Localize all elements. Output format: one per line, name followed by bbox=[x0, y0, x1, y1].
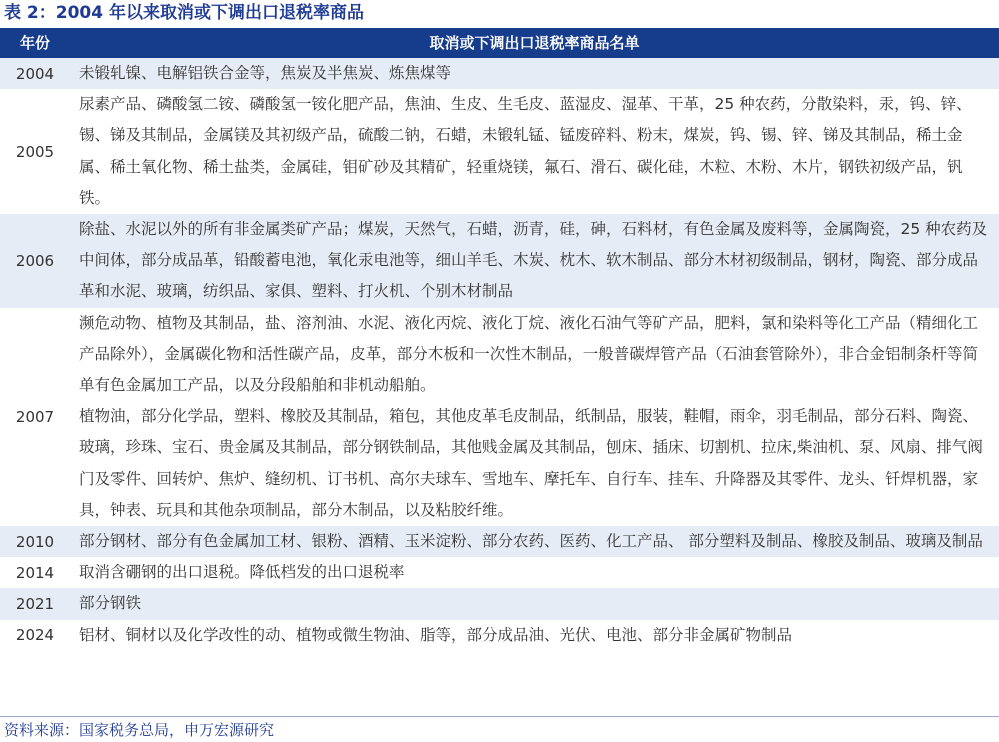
table-row bbox=[0, 620, 999, 651]
row-content bbox=[70, 588, 999, 619]
source-note: 资料来源：国家税务总局，申万宏源研究 bbox=[4, 721, 275, 739]
row-content bbox=[70, 58, 999, 89]
row-content bbox=[70, 89, 999, 214]
row-text: 除盐、水泥以外的所有非金属类矿产品；煤炭，天然气，石蜡，沥青，硅，砷，石料材，有色金属及废料等，金属陶瓷，25 种农药及中间体，部分成品革，铅酸蓄电池，氧化汞电池等，细山羊毛、木炭、枕木、软木制品、部分木材初级制品，钢材，陶瓷、部分成品革和水泥、玻璃，纺织品、家俱、塑料、打火机、个别木材制品 bbox=[79, 220, 988, 301]
table-row bbox=[0, 58, 999, 89]
row-year: 2021 bbox=[15, 595, 55, 614]
table-bottom-rule bbox=[0, 716, 999, 717]
export-rebate-table bbox=[0, 28, 999, 651]
row-text: 植物油，部分化学品，塑料、橡胶及其制品，箱包，其他皮革毛皮制品，纸制品，服装，鞋帽，雨伞，羽毛制品，部分石料、陶瓷、玻璃，珍珠、宝石、贵金属及其制品，部分钢铁制品，其他贱金属及其制品，刨床、插床、切割机、拉床,柴油机、泵、风扇、排气阀门及零件、回转炉、焦炉、缝纫机、订书机、高尔夫球车、雪地车、摩托车、自行车、挂车、升降器及其零件、龙头、钎焊机器，家具，钟表、玩具和其他杂项制品，部分木制品，以及粘胶纤维。 bbox=[79, 407, 983, 519]
table-row bbox=[0, 557, 999, 588]
row-content bbox=[70, 308, 999, 526]
row-content bbox=[70, 620, 999, 651]
table-row bbox=[0, 214, 999, 308]
row-text: 铝材、铜材以及化学改性的动、植物或微生物油、脂等，部分成品油、光伏、电池、部分非金属矿物制品 bbox=[79, 625, 793, 644]
row-text: 取消含硼钢的出口退税。降低档发的出口退税率 bbox=[79, 563, 405, 582]
row-year: 2004 bbox=[15, 64, 55, 83]
header-goods: 取消或下调出口退税率商品名单 bbox=[429, 34, 640, 52]
header-year: 年份 bbox=[19, 34, 50, 52]
row-text: 濒危动物、植物及其制品，盐、溶剂油、水泥、液化丙烷、液化丁烷、液化石油气等矿产品，肥料，氯和染料等化工产品（精细化工产品除外），金属碳化物和活性碳产品，皮革，部分木板和一次性木制品，一般普碳焊管产品（石油套管除外），非合金铝制条杆等简单有色金属加工产品，以及分段船舶和非机动船舶。 bbox=[79, 313, 979, 395]
row-content bbox=[70, 214, 999, 308]
row-year: 2007 bbox=[15, 407, 55, 426]
row-content bbox=[70, 526, 999, 557]
table-header bbox=[0, 28, 999, 58]
row-text: 部分钢铁 bbox=[79, 594, 142, 613]
row-year: 2010 bbox=[15, 532, 55, 551]
row-content bbox=[70, 557, 999, 588]
row-year: 2006 bbox=[15, 251, 55, 270]
table-row bbox=[0, 588, 999, 619]
table-title: 表 2：2004 年以来取消或下调出口退税率商品 bbox=[4, 3, 364, 23]
row-text: 尿素产品、磷酸氢二铵、磷酸氢一铵化肥产品，焦油、生皮、生毛皮、蓝湿皮、湿革、干革，25 种农药，分散染料，汞，钨、锌、锡、锑及其制品，金属镁及其初级产品，硫酸二钠，石蜡，未锻轧锰、锰废碎料、粉末，煤炭，钨、锡、锌、锑及其制品，稀土金属、稀土氧化物、稀土盐类，金属硅，钼矿砂及其精矿，轻重烧镁，氟石、滑石、碳化硅，木粒、木粉、木片，钢铁初级产品，钒铁。 bbox=[79, 95, 972, 207]
row-year: 2024 bbox=[15, 626, 55, 645]
table-row bbox=[0, 308, 999, 526]
row-text: 未锻轧镍、电解铝铁合金等，焦炭及半焦炭、炼焦煤等 bbox=[79, 64, 452, 82]
row-text: 部分钢材、部分有色金属加工材、银粉、酒精、玉米淀粉、部分农药、医药、化工产品、 部分塑料及制品、橡胶及制品、玻璃及制品 bbox=[79, 532, 983, 551]
table-row bbox=[0, 526, 999, 557]
table-row bbox=[0, 89, 999, 214]
row-year: 2014 bbox=[15, 563, 55, 582]
row-year: 2005 bbox=[15, 142, 55, 161]
